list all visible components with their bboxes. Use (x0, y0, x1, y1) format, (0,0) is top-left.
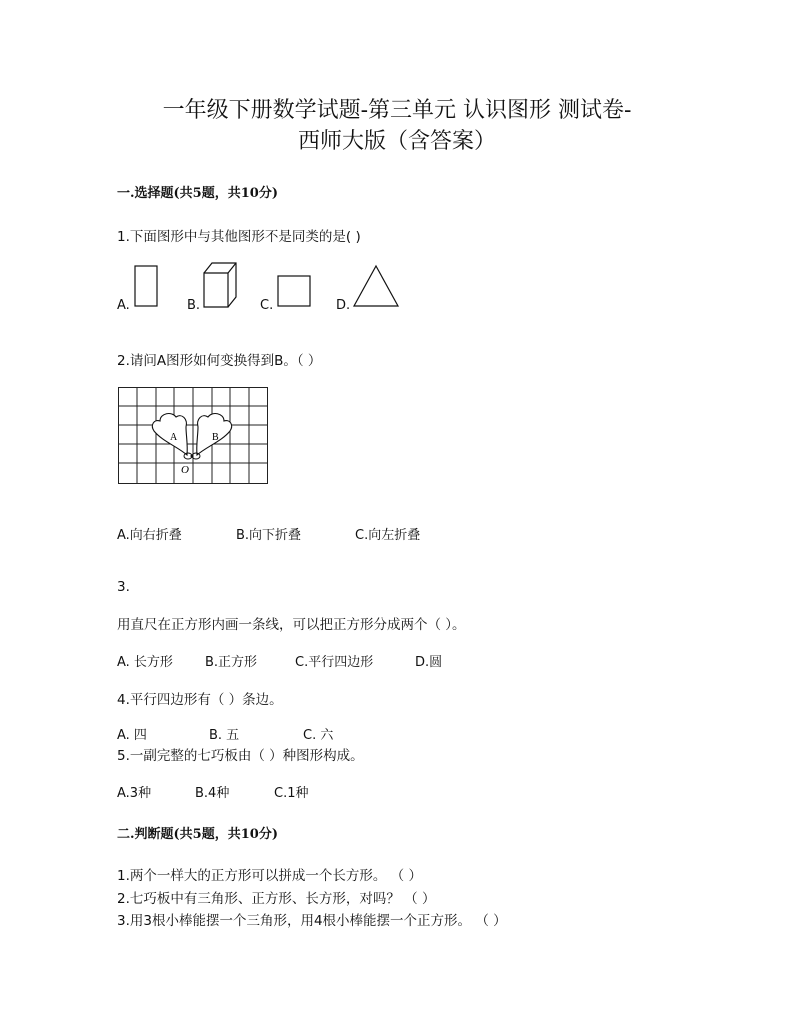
figure-label-o: O (181, 464, 189, 476)
question-3-stem: 用直尺在正方形内画一条线，可以把正方形分成两个（ ）。 (117, 617, 466, 633)
figure-label-a: A (170, 432, 178, 443)
q5-option-a: A.3种 (117, 786, 152, 801)
question-2-stem: 2.请问A图形如何变换得到B。（ ） (117, 353, 322, 369)
q1-tall-rectangle-figure (131, 262, 161, 310)
page-title-line-1: 一年级下册数学试题-第三单元 认识图形 测试卷- (162, 98, 632, 123)
q1-option-a-label: A. (117, 298, 130, 313)
q2-option-a: A.向右折叠 (117, 528, 182, 543)
q3-option-d: D.圆 (415, 655, 443, 670)
judgement-item-2: 2.七巧板中有三角形、正方形、长方形，对吗？ （ ） (117, 891, 436, 907)
q1-square-figure (274, 272, 314, 310)
section-heading-judgement: 二.判断题(共5题，共10分) (117, 827, 278, 842)
q3-option-a: A. 长方形 (117, 655, 173, 670)
q3-option-b: B.正方形 (205, 655, 258, 670)
q5-option-c: C.1种 (274, 786, 309, 801)
q4-option-c: C. 六 (303, 728, 334, 743)
question-4-stem: 4.平行四边形有（ ）条边。 (117, 692, 283, 708)
q2-option-c: C.向左折叠 (355, 528, 421, 543)
q4-option-a: A. 四 (117, 728, 147, 743)
q3-option-c: C.平行四边形 (295, 655, 374, 670)
q2-option-b: B.向下折叠 (236, 528, 302, 543)
q1-cuboid-figure (200, 259, 240, 311)
q1-option-d-label: D. (336, 298, 351, 313)
q1-triangle-figure (350, 262, 402, 310)
question-1-stem: 1.下面图形中与其他图形不是同类的是( ) (117, 229, 361, 245)
page-title-line-2: 西师大版（含答案） (297, 129, 496, 154)
q1-option-c-label: C. (260, 298, 274, 313)
judgement-item-1: 1.两个一样大的正方形可以拼成一个长方形。 （ ） (117, 868, 422, 884)
q1-option-b-label: B. (187, 298, 201, 313)
q2-grid-figure (116, 385, 270, 486)
question-5-stem: 5.一副完整的七巧板由（ ）种图形构成。 (117, 748, 364, 764)
q4-option-b: B. 五 (209, 728, 240, 743)
question-3-number: 3. (117, 579, 130, 595)
section-heading-choice: 一.选择题(共5题，共10分) (117, 186, 278, 201)
q5-option-b: B.4种 (195, 786, 230, 801)
judgement-item-3: 3.用3根小棒能摆一个三角形，用4根小棒能摆一个正方形。 （ ） (117, 913, 507, 929)
figure-label-b: B (212, 432, 219, 443)
